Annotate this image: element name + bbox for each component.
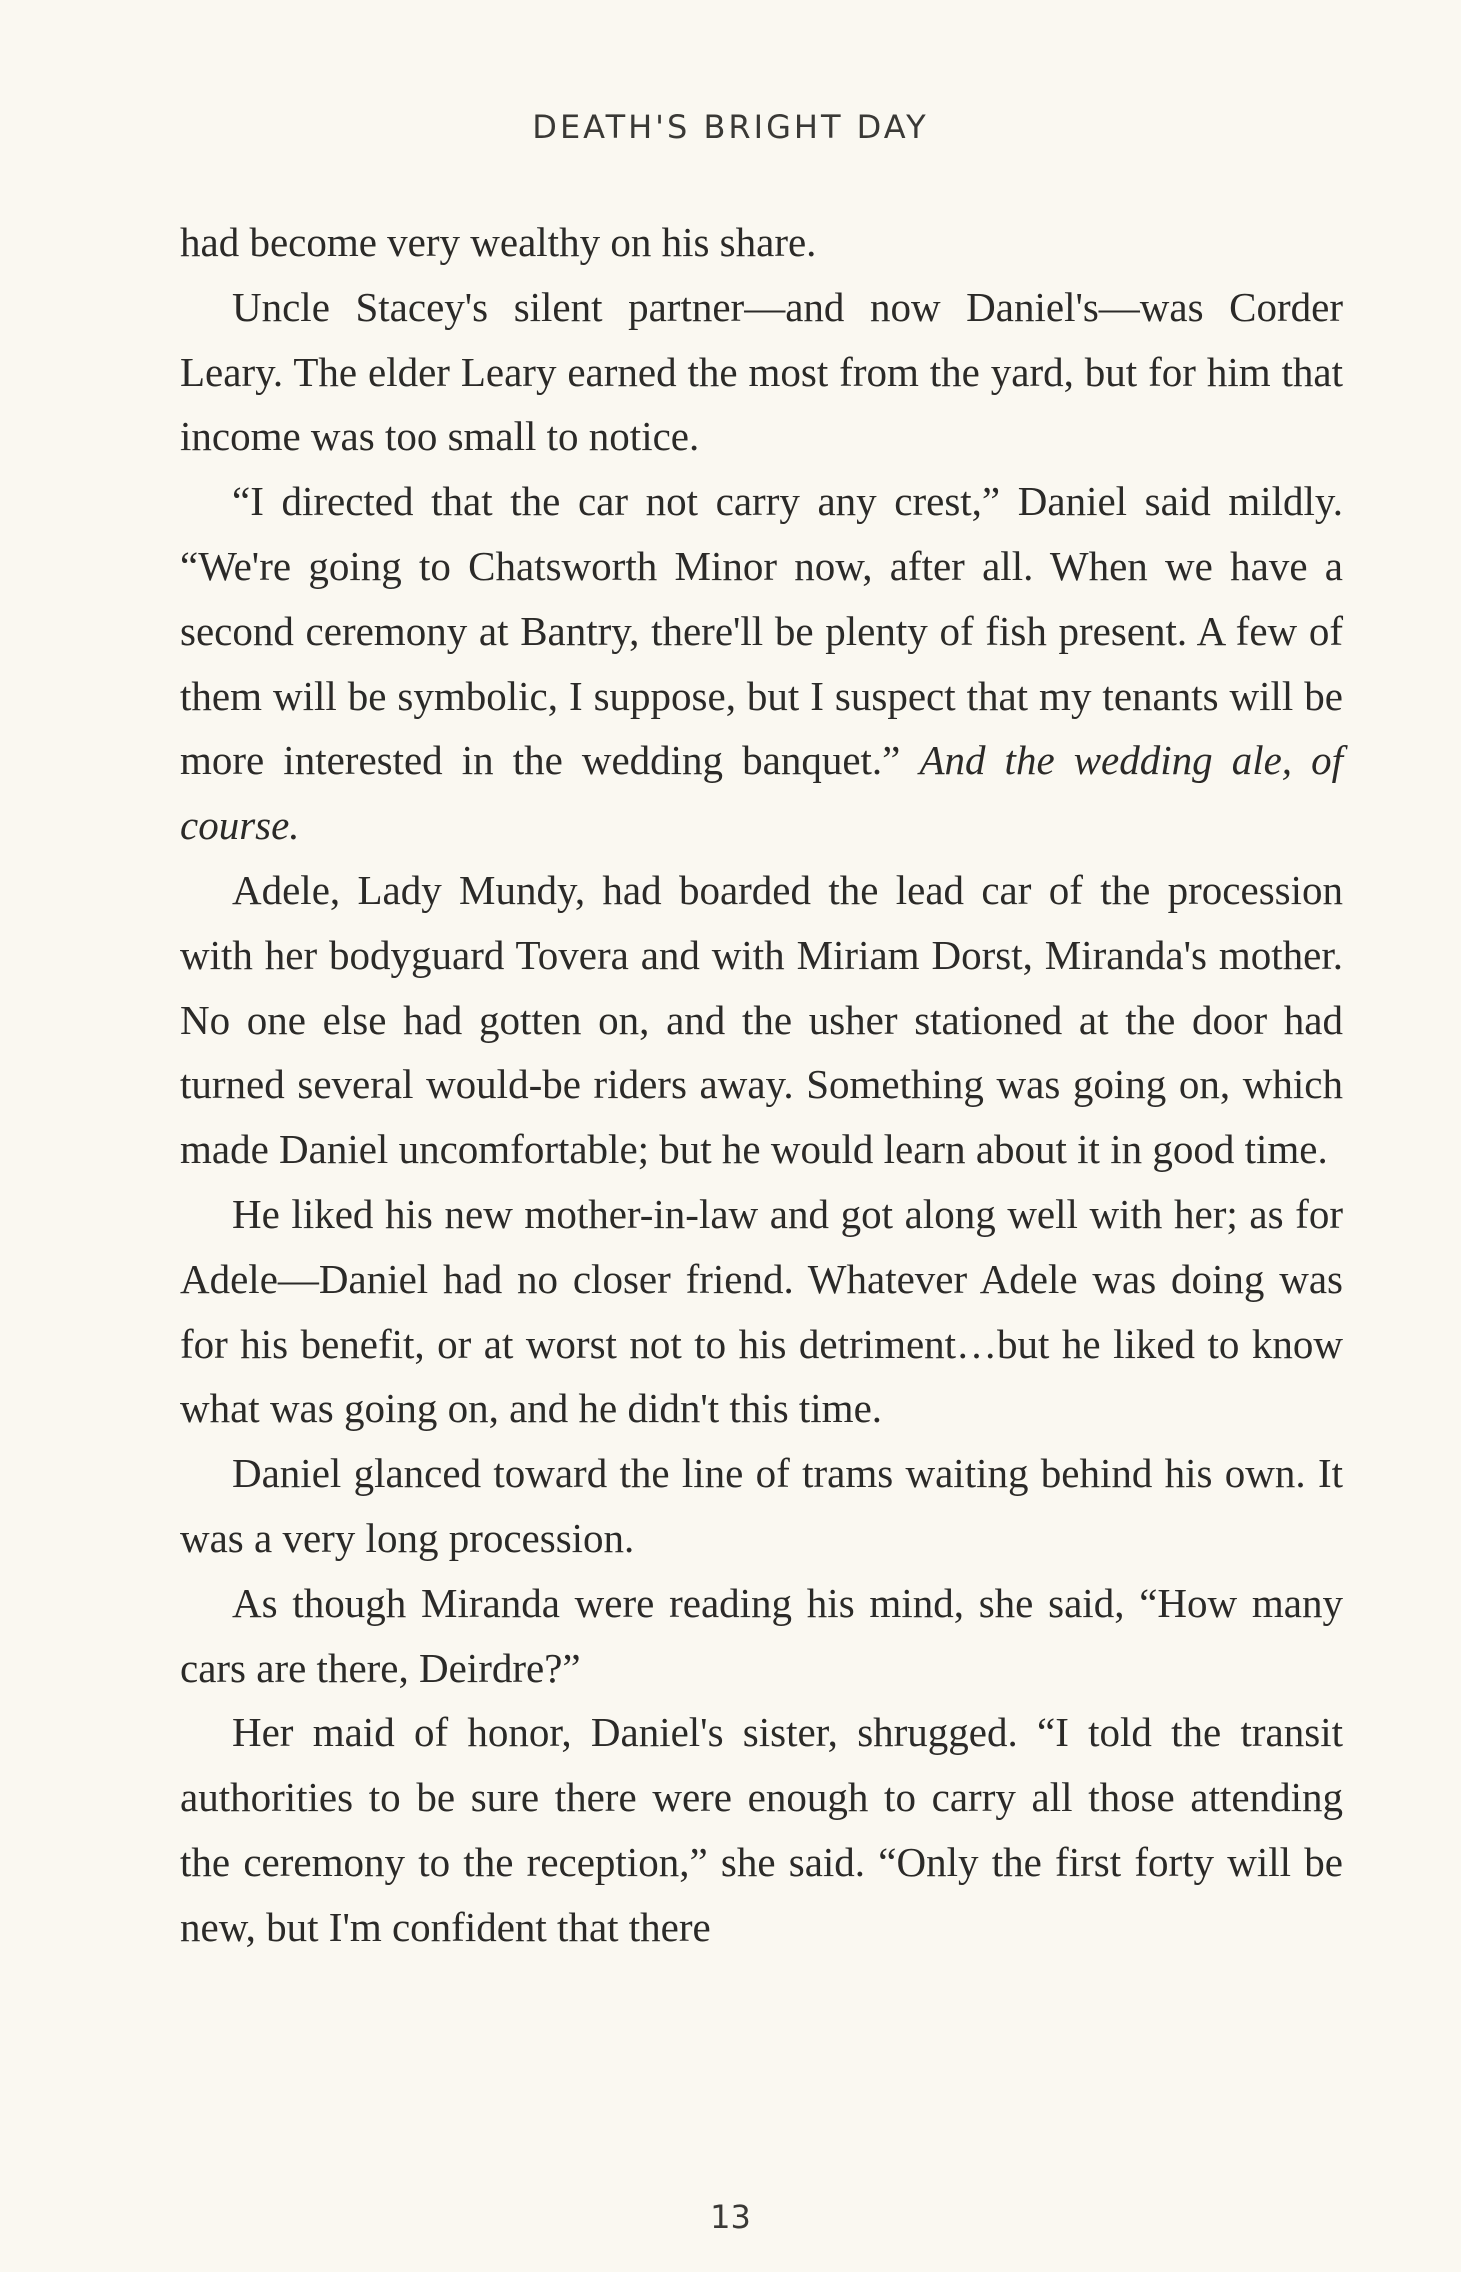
paragraph-8: Her maid of honor, Daniel's sister, shrugged. “I told the transit authorities to be sure there were enough to carry all those attending the ceremony to the reception,” she said. “Only the first forty will be new, but I'm confident that there <box>180 1709 1343 1950</box>
paragraph-1: had become very wealthy on his share. <box>180 219 817 265</box>
running-head: DEATH'S BRIGHT DAY <box>532 108 929 146</box>
page-number: 13 <box>710 2198 751 2236</box>
paragraph-2: Uncle Stacey's silent partner—and now Daniel's—was Corder Leary. The elder Leary earned the most from the yard, but for him that income was too small to notice. <box>180 283 1343 460</box>
paragraph-6: Daniel glanced toward the line of trams waiting behind his own. It was a very long procession. <box>180 1450 1343 1561</box>
paragraph-3 <box>180 469 1343 858</box>
paragraph-3-text: “I directed that the car not carry any crest,” Daniel said mildly. “We're going to Chatsworth Minor now, after all. When we have a second ceremony at Bantry, there'll be plenty of fish present. A few of them will be symbolic, I suppose, but I suspect that my tenants will be more interested in the wedding banquet.” <box>180 478 1343 784</box>
body-text <box>180 210 1343 1960</box>
paragraph-4: Adele, Lady Mundy, had boarded the lead car of the procession with her bodyguard Tovera and with Miriam Dorst, Miranda's mother. No one else had gotten on, and the usher stationed at the door had turned several would-be riders away. Something was going on, which made Daniel uncomfortable; but he would learn about it in good time. <box>180 866 1343 1173</box>
paragraph-3-italic: And the wedding ale, of course. <box>180 737 1343 849</box>
paragraph-5: He liked his new mother-in-law and got along well with her; as for Adele—Daniel had no closer friend. Whatever Adele was doing was for his benefit, or at worst not to his detriment…but he liked to know what was going on, and he didn't this time. <box>180 1190 1343 1432</box>
paragraph-7: As though Miranda were reading his mind, she said, “How many cars are there, Deirdre?” <box>180 1579 1343 1691</box>
